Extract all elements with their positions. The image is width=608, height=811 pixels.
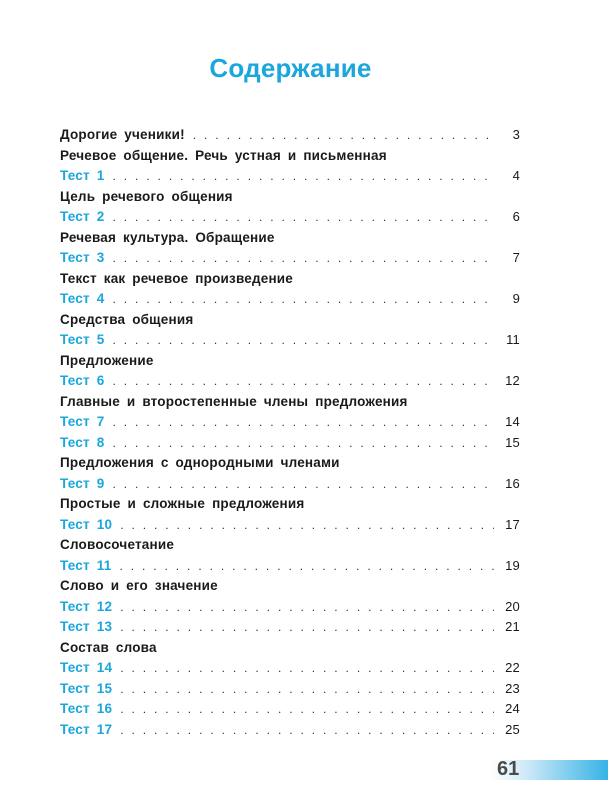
toc-entry-label: Речевая культура. Обращение bbox=[60, 229, 275, 245]
dot-leader bbox=[112, 248, 494, 269]
dot-leader bbox=[112, 412, 494, 433]
toc-entry-page: 23 bbox=[505, 680, 520, 696]
toc-entry-page: 14 bbox=[505, 414, 520, 429]
page-title: Содержание bbox=[209, 53, 372, 83]
toc-test-entry bbox=[60, 330, 520, 351]
toc-entry-page: 25 bbox=[505, 721, 520, 737]
toc-section-heading bbox=[60, 187, 520, 208]
toc-section-heading bbox=[60, 453, 520, 474]
toc-section-heading bbox=[60, 638, 520, 659]
dot-leader bbox=[112, 474, 494, 495]
toc-entry-label: Речевое общение. Речь устная и письменная bbox=[60, 147, 387, 163]
toc-entry-label: Тест 12 bbox=[60, 598, 113, 614]
toc-entry-label: Цель речевого общения bbox=[60, 188, 233, 204]
dot-leader bbox=[120, 720, 494, 741]
toc-entry-page: 15 bbox=[505, 434, 520, 450]
dot-leader bbox=[112, 371, 494, 392]
toc-entry-label: Тест 15 bbox=[60, 680, 113, 696]
dot-leader bbox=[112, 330, 494, 351]
toc-entry-label: Словосочетание bbox=[60, 537, 175, 552]
toc-entry-label: Тест 11 bbox=[60, 557, 112, 573]
toc-entry-page: 9 bbox=[512, 291, 520, 306]
toc-test-entry bbox=[60, 679, 520, 700]
toc-section-heading bbox=[60, 351, 520, 372]
toc-entry-page: 6 bbox=[512, 209, 520, 224]
toc-entry-label: Тест 14 bbox=[60, 660, 113, 675]
toc-section-heading bbox=[60, 535, 520, 556]
toc-entry-label: Тест 2 bbox=[60, 209, 105, 224]
toc-entry-page: 11 bbox=[506, 332, 520, 347]
toc-test-entry bbox=[60, 720, 520, 741]
toc-section-heading bbox=[60, 269, 520, 290]
toc-entry-page: 4 bbox=[512, 168, 520, 183]
dot-leader bbox=[120, 617, 494, 638]
toc-entry-label: Тест 6 bbox=[60, 373, 105, 388]
toc-section-heading bbox=[60, 228, 520, 249]
toc-test-entry bbox=[60, 433, 520, 454]
toc-test-entry bbox=[60, 597, 520, 618]
toc-entry-label: Предложение bbox=[60, 352, 154, 368]
toc-section-heading bbox=[60, 125, 520, 146]
toc-test-entry bbox=[60, 474, 520, 495]
toc-entry-page: 20 bbox=[505, 598, 520, 614]
toc-test-entry bbox=[60, 617, 520, 638]
toc-entry-label: Тест 1 bbox=[60, 168, 105, 183]
dot-leader bbox=[193, 125, 494, 146]
toc-test-entry bbox=[60, 371, 520, 392]
toc-section-heading bbox=[60, 494, 520, 515]
table-of-contents bbox=[60, 125, 520, 740]
toc-entry-label: Тест 8 bbox=[60, 434, 105, 450]
toc-entry-label: Состав слова bbox=[60, 639, 157, 655]
toc-test-entry bbox=[60, 556, 520, 577]
toc-test-entry bbox=[60, 412, 520, 433]
dot-leader bbox=[112, 289, 494, 310]
toc-entry-label: Тест 16 bbox=[60, 701, 113, 716]
dot-leader bbox=[112, 207, 494, 228]
dot-leader bbox=[112, 166, 494, 187]
toc-test-entry bbox=[60, 658, 520, 679]
toc-section-heading bbox=[60, 392, 520, 413]
toc-test-entry bbox=[60, 166, 520, 187]
toc-entry-label: Тест 17 bbox=[60, 721, 113, 737]
toc-section-heading bbox=[60, 310, 520, 331]
toc-entry-page: 16 bbox=[505, 475, 520, 491]
toc-entry-page: 17 bbox=[505, 516, 520, 532]
toc-entry-page: 7 bbox=[512, 250, 520, 265]
toc-entry-page: 12 bbox=[505, 373, 520, 388]
toc-test-entry bbox=[60, 248, 520, 269]
toc-section-heading bbox=[60, 576, 520, 597]
toc-test-entry bbox=[60, 289, 520, 310]
toc-entry-label: Тест 10 bbox=[60, 516, 113, 532]
toc-entry-label: Тест 13 bbox=[60, 619, 113, 634]
dot-leader bbox=[120, 699, 494, 720]
toc-entry-label: Тест 4 bbox=[60, 291, 105, 306]
toc-entry-page: 3 bbox=[512, 127, 520, 142]
toc-entry-label: Дорогие ученики! bbox=[60, 127, 185, 142]
toc-entry-label: Тест 7 bbox=[60, 414, 105, 429]
toc-entry-label: Предложения с однородными членами bbox=[60, 455, 340, 470]
toc-entry-page: 19 bbox=[505, 557, 520, 573]
dot-leader bbox=[120, 515, 494, 536]
dot-leader bbox=[120, 679, 494, 700]
toc-entry-label: Средства общения bbox=[60, 311, 194, 327]
page-number: 61 bbox=[497, 758, 520, 780]
dot-leader bbox=[112, 433, 494, 454]
toc-entry-label: Тест 9 bbox=[60, 475, 105, 491]
dot-leader bbox=[120, 658, 494, 679]
toc-entry-label: Текст как речевое произведение bbox=[60, 270, 294, 286]
toc-entry-label: Главные и второстепенные члены предложения bbox=[60, 393, 408, 409]
toc-entry-page: 21 bbox=[505, 619, 520, 634]
toc-entry-label: Простые и сложные предложения bbox=[60, 496, 305, 511]
toc-entry-label: Тест 5 bbox=[60, 332, 105, 347]
toc-test-entry bbox=[60, 699, 520, 720]
toc-entry-label: Слово и его значение bbox=[60, 578, 218, 593]
toc-test-entry bbox=[60, 515, 520, 536]
toc-entry-page: 22 bbox=[505, 660, 520, 675]
toc-entry-page: 24 bbox=[505, 701, 520, 716]
toc-entry-label: Тест 3 bbox=[60, 250, 105, 265]
toc-test-entry bbox=[60, 207, 520, 228]
dot-leader bbox=[120, 597, 494, 618]
dot-leader bbox=[119, 556, 494, 577]
toc-section-heading bbox=[60, 146, 520, 167]
